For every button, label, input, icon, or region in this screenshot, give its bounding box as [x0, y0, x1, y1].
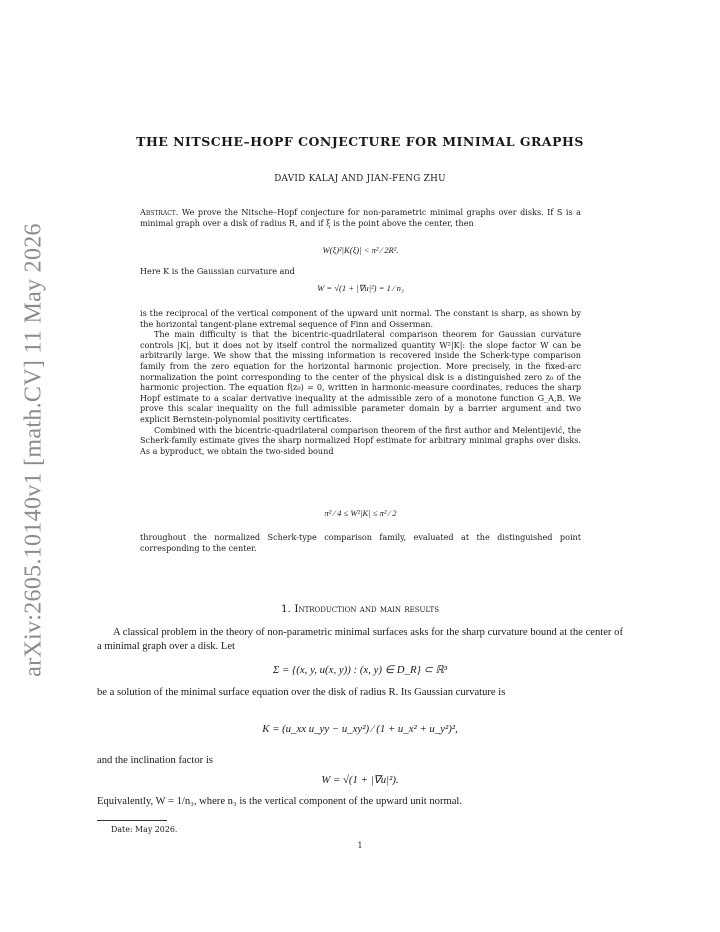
paper-authors: DAVID KALAJ AND JIAN-FENG ZHU — [274, 174, 446, 184]
arxiv-stamp-text: arXiv:2605.10140v1 [math.CV] 11 May 2026 — [20, 223, 47, 677]
intro-eq2: K = (u_xx u_yy − u_xy²) ⁄ (1 + u_x² + u_y²)², — [262, 723, 458, 735]
intro-p1 — [97, 626, 623, 654]
abstract-eq3: π² ⁄ 4 ≤ W²|K| ≤ π² ⁄ 2 — [324, 508, 397, 518]
abstract-p3: is the reciprocal of the vertical component of the upward unit normal. The constant is sharp, as shown by the horizontal tangent-plane extremal sequence of Finn and Osserman. — [140, 308, 581, 329]
abstract-eq2: W = √(1 + |∇u|²) = 1 ⁄ n₃ — [317, 283, 404, 293]
section-heading-text: 1. Introduction and main results — [280, 603, 439, 615]
intro-p3: and the inclination factor is — [97, 755, 213, 766]
abstract-body — [140, 308, 581, 456]
abstract-p2: Here K is the Gaussian curvature and — [140, 266, 295, 276]
intro-eq3: W = √(1 + |∇u|²). — [321, 774, 399, 786]
intro-p4: Equivalently, W = 1/n₃, where n₃ is the vertical component of the upward unit normal. — [97, 796, 463, 807]
abstract-p6: throughout the normalized Scherk-type comparison family, evaluated at the distinguished point corresponding to the center. — [140, 532, 581, 553]
arxiv-stamp — [14, 223, 54, 677]
abstract-p4: The main difficulty is that the bicentric-quadrilateral comparison theorem for Gaussian curvature controls |K|, but it does not by itself control the normalized quantity W²|K|: the slope factor W can be arbitrarily large. We show that the missing information is recovered inside the Scherk-type comparison family from the zero equation for the horizontal harmonic projection. More precisely, in the fixed-arc normalization the point corresponding to the center of the physical disk is a distinguished zero z₀ of the harmonic projection. The equation f(z₀) = 0, written in harmonic-measure coordinates, reduces the sharp Hopf estimate to a scalar derivative inequality at the admissible zero of a monotone function G_A,B. We prove this scalar inequality on the full admissible parameter domain by a barrier argument and two explicit Bernstein-polynomial positivity certificates. — [140, 329, 581, 424]
footnote-rule — [97, 820, 167, 821]
intro-p2: be a solution of the minimal surface equation over the disk of radius R. Its Gaussian curvature is — [97, 687, 506, 698]
intro-eq1: Σ = {(x, y, u(x, y)) : (x, y) ∈ D_R} ⊂ ℝ³ — [272, 664, 448, 676]
page-number: 1 — [357, 841, 363, 850]
abstract-p1: We prove the Nitsche–Hopf conjecture for non-parametric minimal graphs over disks. If S is a minimal graph over a disk of radius R, and if ξ is the point above the center, then — [140, 207, 581, 228]
paper-title: THE NITSCHE–HOPF CONJECTURE FOR MINIMAL GRAPHS — [136, 134, 584, 149]
abstract-intro — [140, 207, 581, 228]
abstract-eq1: W(ξ)²|K(ξ)| < π² ⁄ 2R². — [322, 245, 399, 255]
footnote-date: Date: May 2026. — [111, 825, 178, 834]
abstract-label: Abstract. — [140, 207, 179, 217]
intro-p1-text: A classical problem in the theory of non-parametric minimal surfaces asks for the sharp curvature bound at the center of a minimal graph over a disk. Let — [97, 627, 623, 652]
section-heading — [0, 603, 720, 615]
abstract-p5: Combined with the bicentric-quadrilateral comparison theorem of the first author and Melentijević, the Scherk-family estimate gives the sharp normalized Hopf estimate for arbitrary minimal graphs over disks. As a byproduct, we obtain the two-sided bound — [140, 424, 581, 456]
